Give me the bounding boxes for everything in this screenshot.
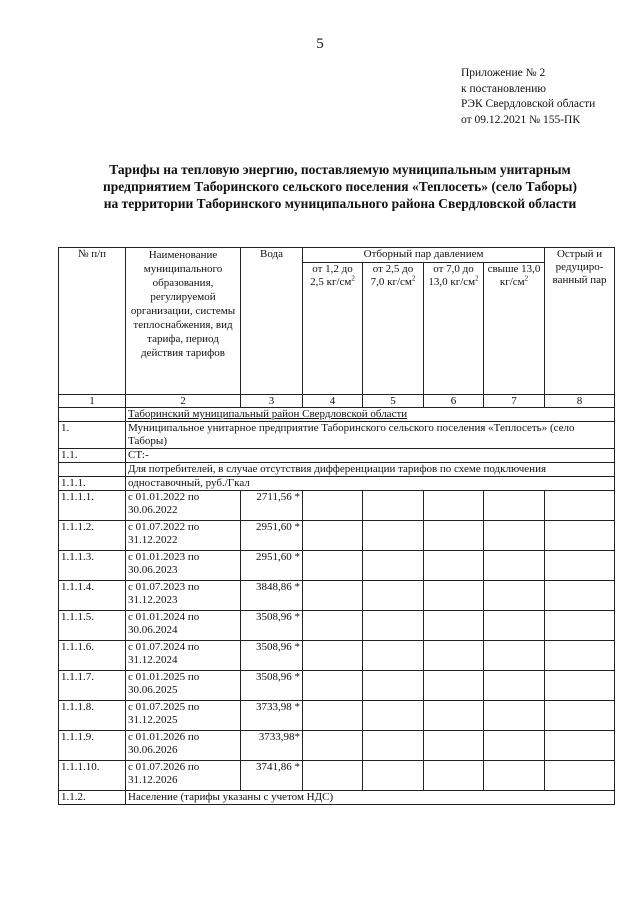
period: с 01.07.2025 по 31.12.2025 [126, 701, 241, 731]
header-pressure-cell [303, 263, 363, 395]
water-tariff-value: 3848,86 * [241, 581, 303, 611]
row-number: 1.1.1.7. [59, 671, 126, 701]
empty-cell [303, 611, 363, 641]
row-number: 1.1.1.5. [59, 611, 126, 641]
empty-cell [59, 463, 126, 477]
page-number: 5 [316, 36, 324, 52]
note-row [59, 463, 615, 477]
empty-cell [303, 581, 363, 611]
column-number-row [59, 395, 615, 408]
title-line: на территории Таборинского муниципального района Свердловской области [103, 196, 577, 211]
row-number: 1. [59, 422, 126, 449]
rate-row [59, 671, 615, 701]
system-row [59, 449, 615, 463]
tariff-type: одноставочный, руб./Гкал [126, 477, 615, 491]
empty-cell [363, 641, 424, 671]
empty-cell [363, 701, 424, 731]
consumer-note: Для потребителей, в случае отсутствия дифференциации тарифов по схеме подключения [126, 463, 615, 477]
water-tariff-value: 3508,96 * [241, 671, 303, 701]
empty-cell [363, 611, 424, 641]
empty-cell [303, 701, 363, 731]
row-number: 1.1.1.10. [59, 761, 126, 791]
empty-cell [545, 581, 615, 611]
header-steam-group: Отборный пар давлением [303, 248, 545, 263]
organization-name: Муниципальное унитарное предприятие Таборинского сельского поселения «Теплосеть» (село Таборы) [126, 422, 615, 449]
empty-cell [545, 551, 615, 581]
empty-cell [424, 701, 484, 731]
rate-row [59, 761, 615, 791]
superscript: 2 [411, 274, 416, 283]
appendix-line: от 09.12.2021 № 155-ПК [461, 113, 581, 126]
empty-cell [484, 581, 545, 611]
empty-cell [303, 521, 363, 551]
empty-cell [424, 491, 484, 521]
row-number: 1.1.1.1. [59, 491, 126, 521]
empty-cell [545, 701, 615, 731]
empty-cell [303, 491, 363, 521]
column-number: 1 [59, 395, 126, 408]
header-pressure-4: свыше 13,0 кг/см [487, 263, 541, 288]
header-pressure-cell [424, 263, 484, 395]
period: с 01.07.2023 по 31.12.2023 [126, 581, 241, 611]
empty-cell [545, 521, 615, 551]
system-name: СТ:- [126, 449, 615, 463]
column-number: 8 [545, 395, 615, 408]
superscript: 2 [351, 274, 355, 283]
header-num: № п/п [59, 248, 126, 395]
empty-cell [363, 761, 424, 791]
population-label: Население (тарифы указаны с учетом НДС) [126, 791, 615, 805]
empty-cell [484, 521, 545, 551]
period: с 01.01.2023 по 30.06.2023 [126, 551, 241, 581]
rate-row [59, 491, 615, 521]
water-tariff-value: 2951,60 * [241, 521, 303, 551]
empty-cell [424, 611, 484, 641]
empty-cell [424, 761, 484, 791]
water-tariff-value: 3508,96 * [241, 641, 303, 671]
empty-cell [303, 731, 363, 761]
document-title [60, 161, 620, 212]
empty-cell [363, 731, 424, 761]
row-number: 1.1.2. [59, 791, 126, 805]
appendix-block [461, 66, 595, 128]
rate-row [59, 521, 615, 551]
empty-cell [484, 641, 545, 671]
row-number: 1.1.1.3. [59, 551, 126, 581]
empty-cell [363, 581, 424, 611]
appendix-line: Приложение № 2 [461, 67, 546, 79]
district-row [59, 408, 615, 422]
empty-cell [59, 408, 126, 422]
population-row [59, 791, 615, 805]
header-pressure-cell [363, 263, 424, 395]
header-water: Вода [241, 248, 303, 395]
empty-cell [424, 731, 484, 761]
empty-cell [303, 551, 363, 581]
header-name: Наименование муниципального образования, регулируемой организации, системы теплоснабжения, вид тарифа, период действия тарифов [126, 248, 241, 395]
organization-row [59, 422, 615, 449]
period: с 01.07.2026 по 31.12.2026 [126, 761, 241, 791]
superscript: 2 [475, 274, 479, 283]
rate-row [59, 731, 615, 761]
empty-cell [484, 701, 545, 731]
rate-row [59, 611, 615, 641]
period: с 01.07.2024 по 31.12.2024 [126, 641, 241, 671]
header-row [59, 248, 615, 263]
empty-cell [363, 521, 424, 551]
row-number: 1.1. [59, 449, 126, 463]
district-name: Таборинский муниципальный район Свердловской области [126, 408, 615, 422]
empty-cell [545, 491, 615, 521]
empty-cell [484, 671, 545, 701]
header-pressure-2: от 2,5 до 7,0 кг/см [370, 263, 414, 288]
empty-cell [424, 581, 484, 611]
rate-row [59, 581, 615, 611]
row-number: 1.1.1.8. [59, 701, 126, 731]
empty-cell [424, 671, 484, 701]
period: с 01.01.2022 по 30.06.2022 [126, 491, 241, 521]
period: с 01.01.2026 по 30.06.2026 [126, 731, 241, 761]
water-tariff-value: 3733,98* [241, 731, 303, 761]
empty-cell [424, 521, 484, 551]
water-tariff-value: 3508,96 * [241, 611, 303, 641]
period: с 01.07.2022 по 31.12.2022 [126, 521, 241, 551]
row-number: 1.1.1.6. [59, 641, 126, 671]
empty-cell [545, 641, 615, 671]
row-number: 1.1.1.4. [59, 581, 126, 611]
empty-cell [484, 611, 545, 641]
water-tariff-value: 3733,98 * [241, 701, 303, 731]
period: с 01.01.2025 по 30.06.2025 [126, 671, 241, 701]
empty-cell [545, 611, 615, 641]
column-number: 3 [241, 395, 303, 408]
title-line: предприятием Таборинского сельского поселения «Теплосеть» (село Таборы) [103, 179, 577, 194]
rate-row [59, 641, 615, 671]
column-number: 4 [303, 395, 363, 408]
row-number: 1.1.1.9. [59, 731, 126, 761]
empty-cell [363, 671, 424, 701]
water-tariff-value: 2711,56 * [241, 491, 303, 521]
water-tariff-value: 2951,60 * [241, 551, 303, 581]
empty-cell [424, 641, 484, 671]
column-number: 5 [363, 395, 424, 408]
empty-cell [545, 761, 615, 791]
column-number: 6 [424, 395, 484, 408]
tariff-table [58, 247, 615, 805]
empty-cell [363, 551, 424, 581]
empty-cell [303, 671, 363, 701]
header-pressure-1: от 1,2 до 2,5 кг/см [310, 263, 353, 288]
superscript: 2 [524, 274, 529, 283]
period: с 01.01.2024 по 30.06.2024 [126, 611, 241, 641]
empty-cell [484, 491, 545, 521]
tariff-type-row [59, 477, 615, 491]
empty-cell [484, 761, 545, 791]
empty-cell [303, 761, 363, 791]
rate-row [59, 551, 615, 581]
empty-cell [484, 551, 545, 581]
empty-cell [484, 731, 545, 761]
header-sharp-steam: Острый и редуциро-ванный пар [545, 248, 615, 395]
appendix-line: к постановлению [461, 82, 546, 95]
column-number: 2 [126, 395, 241, 408]
empty-cell [545, 731, 615, 761]
header-pressure-3: от 7,0 до 13,0 кг/см [428, 263, 476, 288]
title-line: Тарифы на тепловую энергию, поставляемую муниципальным унитарным [109, 162, 571, 177]
header-pressure-cell [484, 263, 545, 395]
empty-cell [424, 551, 484, 581]
rate-row [59, 701, 615, 731]
column-number: 7 [484, 395, 545, 408]
appendix-line: РЭК Свердловской области [461, 98, 596, 110]
row-number: 1.1.1. [59, 477, 126, 491]
row-number: 1.1.1.2. [59, 521, 126, 551]
empty-cell [303, 641, 363, 671]
empty-cell [363, 491, 424, 521]
empty-cell [545, 671, 615, 701]
water-tariff-value: 3741,86 * [241, 761, 303, 791]
